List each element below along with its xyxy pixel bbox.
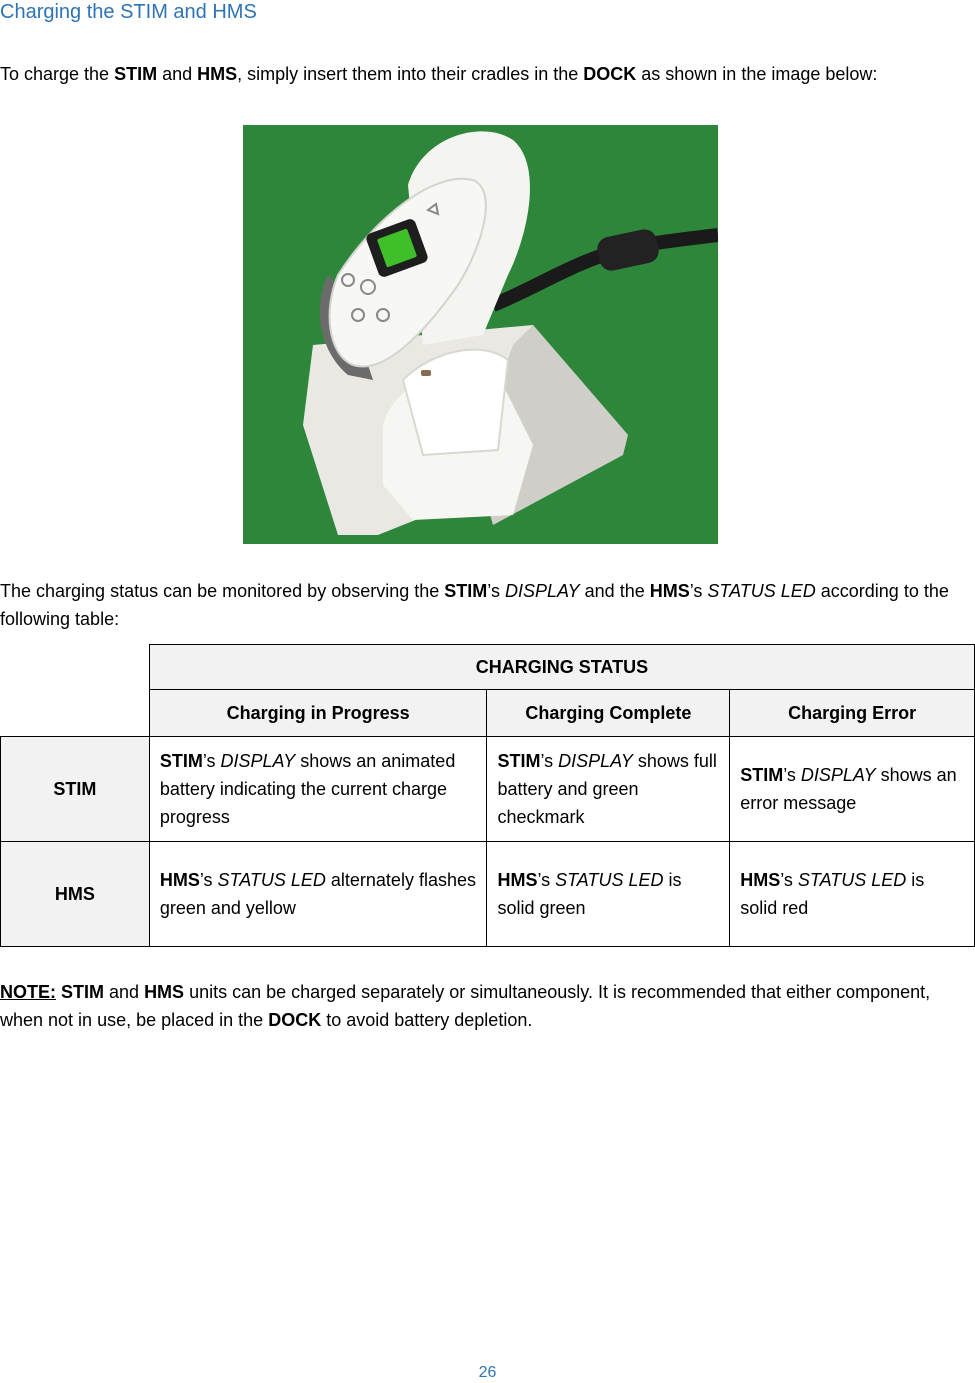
monitor-stim: STIM: [444, 581, 488, 601]
monitor-paragraph: [0, 577, 960, 633]
cell-subject: HMS: [740, 870, 781, 890]
note-text-2: units can be charged separately or simultaneously. It is recommended that either component, when not in use, be placed in the: [0, 982, 931, 1030]
intro-text-2: and: [157, 64, 198, 84]
monitor-text-5: according to the following table:: [0, 581, 949, 629]
monitor-text-3: and the: [579, 581, 650, 601]
row-header-stim: STIM: [1, 737, 150, 842]
cell-subject: HMS: [159, 870, 200, 890]
table-group-header-row: [1, 645, 975, 690]
charging-status-header: CHARGING STATUS: [149, 645, 974, 690]
intro-text-1: To charge the: [0, 64, 115, 84]
cell-possessive: ’s: [783, 765, 801, 785]
column-header-error: Charging Error: [730, 690, 975, 737]
cell-subject: STIM: [159, 751, 203, 771]
monitor-hms: HMS: [649, 581, 690, 601]
cell-possessive: ’s: [537, 870, 556, 890]
hms-status-led: [421, 370, 431, 376]
intro-hms: HMS: [197, 64, 238, 84]
monitor-display: DISPLAY: [504, 581, 580, 601]
intro-paragraph: [0, 60, 960, 88]
cell-description: shows an animated battery indicating the current charge progress: [159, 751, 456, 827]
table-row-stim: [1, 737, 975, 842]
cell-possessive: ’s: [202, 751, 221, 771]
cell-possessive: ’s: [199, 870, 218, 890]
intro-stim: STIM: [114, 64, 158, 84]
cell-description: is solid green: [497, 870, 682, 918]
note-dock: DOCK: [268, 1010, 322, 1030]
note-text-3: to avoid battery depletion.: [321, 1010, 533, 1030]
note-hms: HMS: [144, 982, 185, 1002]
cell-subject: HMS: [497, 870, 538, 890]
stim-complete-cell: [487, 737, 730, 842]
note-text-1: and: [104, 982, 145, 1002]
intro-text-3: , simply insert them into their cradles in the: [237, 64, 584, 84]
stim-progress-cell: [149, 737, 487, 842]
charging-status-table: [0, 644, 975, 947]
intro-text-4: as shown in the image below:: [636, 64, 878, 84]
section-heading: Charging the STIM and HMS: [0, 1, 257, 23]
cell-subject: STIM: [497, 751, 541, 771]
cell-feature: DISPLAY: [558, 751, 633, 771]
stim-error-cell: [730, 737, 975, 842]
monitor-text-2: ’s: [487, 581, 505, 601]
intro-dock: DOCK: [583, 64, 637, 84]
hms-complete-cell: [487, 842, 730, 947]
hms-error-cell: [730, 842, 975, 947]
cell-subject: STIM: [740, 765, 784, 785]
note-label: [0, 982, 56, 1002]
dock-photo: [243, 125, 718, 544]
cell-feature: DISPLAY: [800, 765, 876, 785]
column-header-progress: Charging in Progress: [149, 690, 487, 737]
column-header-complete: Charging Complete: [487, 690, 730, 737]
cell-description: is solid red: [740, 870, 925, 918]
page-number: 26: [478, 1364, 497, 1381]
monitor-text-4: ’s: [689, 581, 708, 601]
monitor-status-led: STATUS LED: [707, 581, 816, 601]
cell-feature: STATUS LED: [555, 870, 664, 890]
table-corner-cell: [1, 645, 150, 737]
cell-description: shows full battery and green checkmark: [497, 751, 717, 827]
cell-feature: STATUS LED: [217, 870, 326, 890]
hms-progress-cell: [149, 842, 487, 947]
cell-feature: DISPLAY: [220, 751, 296, 771]
cell-possessive: ’s: [540, 751, 559, 771]
table-row-hms: [1, 842, 975, 947]
cell-description: shows an error message: [740, 765, 957, 813]
note-label-text: NOTE:: [0, 982, 56, 1002]
cell-possessive: ’s: [780, 870, 798, 890]
note-paragraph: [0, 978, 975, 1034]
note-stim: STIM: [61, 982, 105, 1002]
row-header-hms: HMS: [1, 842, 150, 947]
cell-feature: STATUS LED: [797, 870, 907, 890]
monitor-text-1: The charging status can be monitored by observing the: [0, 581, 445, 601]
cell-description: alternately flashes green and yellow: [159, 870, 476, 918]
